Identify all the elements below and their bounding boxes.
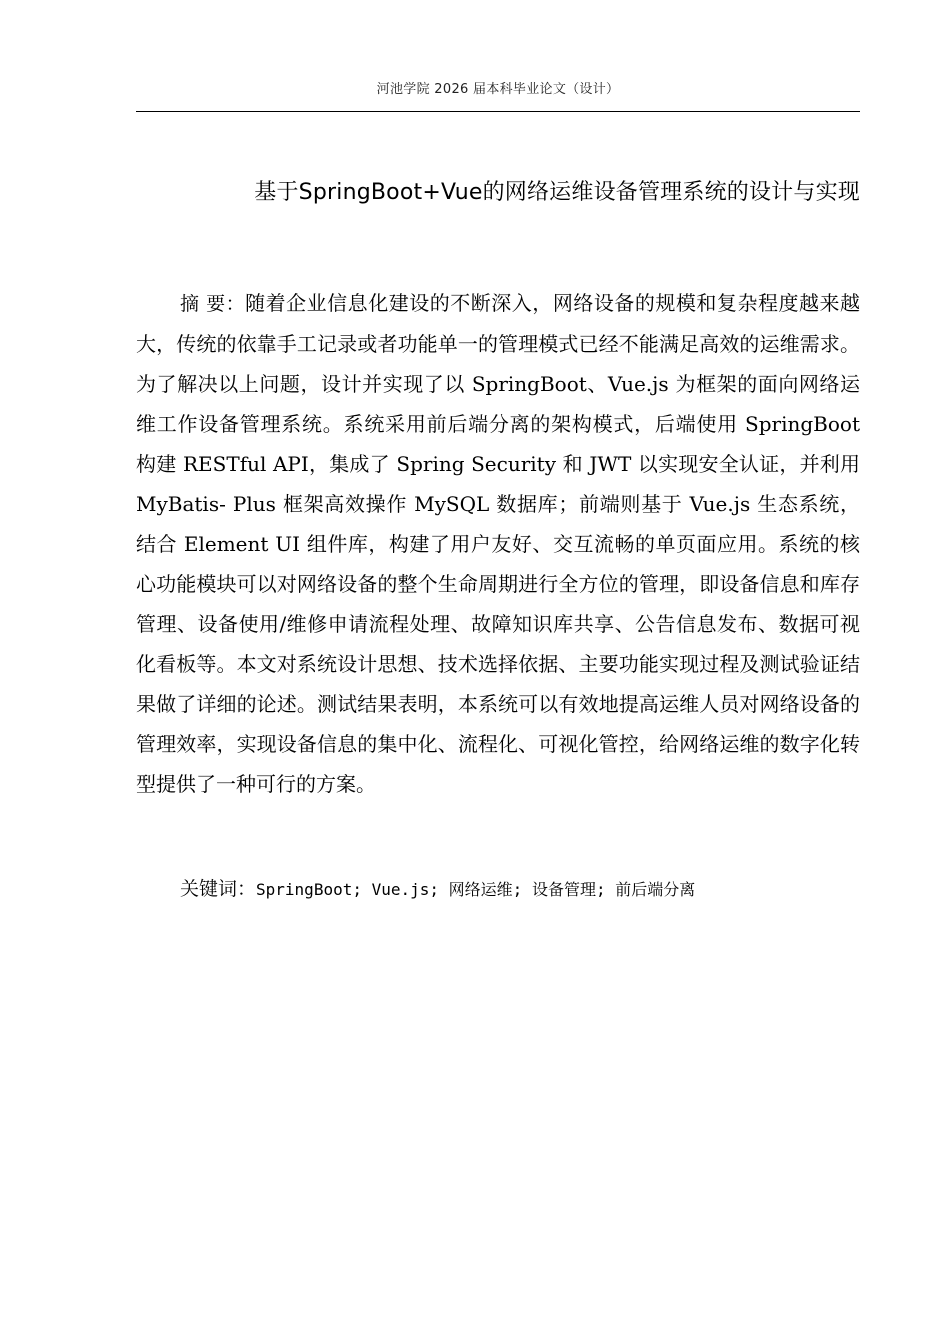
abstract-text: 随着企业信息化建设的不断深入，网络设备的规模和复杂程度越来越大，传统的依靠手工记录或者功能单一的管理模式已经不能满足高效的运维需求。为了解决以上问题，设计并实现了以 SpringBoot、Vue.js 为框架的面向网络运维工作设备管理系统。系统采用前后端分离的架构模式，后端使用 SpringBoot 构建 RESTful API，集成了 Spring Security 和 JWT 以实现安全认证，并利用 MyBatis- Plus 框架高效操作 MySQL 数据库；前端则基于 Vue.js 生态系统，结合 Element UI 组件库，构建了用户友好、交互流畅的单页面应用。系统的核心功能模块可以对网络设备的整个生命周期进行全方位的管理，即设备信息和库存管理、设备使用/维修申请流程处理、故障知识库共享、公告信息发布、数据可视化看板等。本文对系统设计思想、技术选择依据、主要功能实现过程及测试验证结果做了详细的论述。测试结果表明，本系统可以有效地提高运维人员对网络设备的管理效率，实现设备信息的集中化、流程化、可视化管控，给网络运维的数字化转型提供了一种可行的方案。 xyxy=(136,291,861,796)
keywords-label: 关键词： xyxy=(180,878,257,900)
keywords-list: SpringBoot; Vue.js; 网络运维; 设备管理; 前后端分离 xyxy=(256,880,696,899)
thesis-title: 基于SpringBoot+Vue的网络运维设备管理系统的设计与实现 xyxy=(254,180,860,205)
abstract-label: 摘 要： xyxy=(180,293,246,315)
abstract-paragraph xyxy=(136,283,860,804)
header-divider xyxy=(136,111,860,112)
keywords-line xyxy=(180,871,860,908)
running-header: 河池学院 2026 届本科毕业论文（设计） xyxy=(376,82,620,97)
